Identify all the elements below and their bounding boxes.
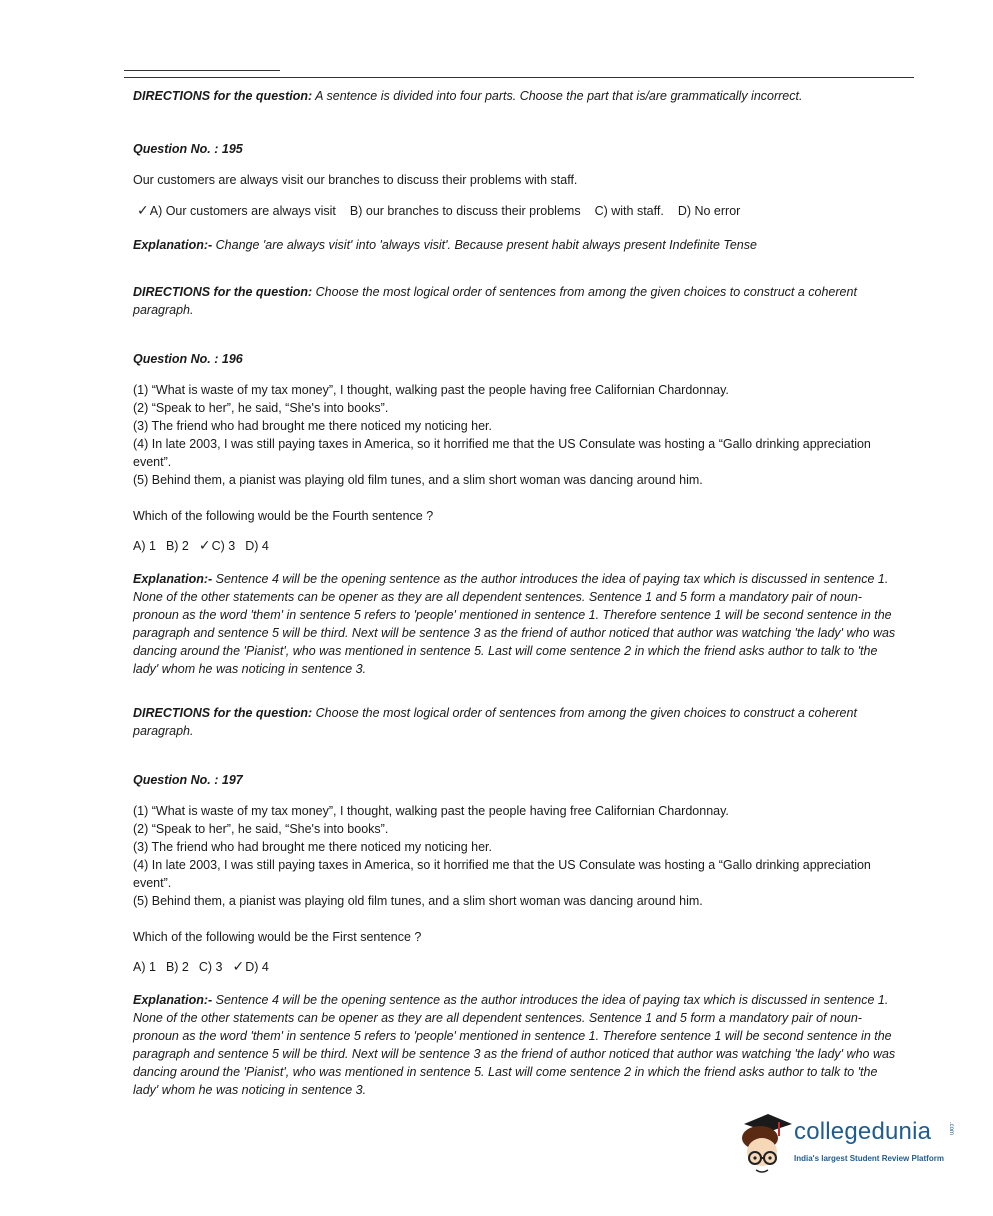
question-number-195: Question No. : 195 bbox=[133, 142, 243, 156]
check-icon: ✓ bbox=[198, 538, 211, 554]
option-d: ✓D) 4 bbox=[232, 959, 269, 975]
directions-196: DIRECTIONS for the question: Choose the most logical order of sentences from among the given choices to construct a coherent paragraph. bbox=[133, 285, 857, 317]
option-c: C) with staff. bbox=[594, 204, 664, 218]
sentence-5: (5) Behind them, a pianist was playing old film tunes, and a slim short woman was dancing around him. bbox=[133, 473, 703, 487]
option-c: C) 3 bbox=[198, 960, 223, 974]
option-c: ✓C) 3 bbox=[198, 538, 236, 554]
option-a: A) 1 bbox=[133, 539, 156, 553]
question-number-196: Question No. : 196 bbox=[133, 352, 243, 366]
page-content bbox=[133, 87, 901, 1099]
question-prompt-197: Which of the following would be the First sentence ? bbox=[133, 930, 422, 944]
directions-195: DIRECTIONS for the question: A sentence is divided into four parts. Choose the part that is/are grammatically incorrect. bbox=[133, 89, 803, 103]
explanation-197: Explanation:- Sentence 4 will be the opening sentence as the author introduces the idea of paying tax which is discussed in sentence 1. None of the other statements can be opener as they are all dependent sentences. Sentence 1 and 5 form a mandatory pair of noun-pronoun as the word 'them' in sentence 5 refers to 'people' mentioned in sentence 1. Therefore sentence 1 will be second sentence in the paragraph and sentence 5 will be third. Next will be sentence 3 as the friend of author noticed that author was watching 'the lady' who was dancing around the 'Pianist', who was mentioned in sentence 5. Last will come sentence 2 in which the friend asks author to talk to 'the lady' whom he was noticing in sentence 3. bbox=[133, 993, 896, 1097]
collegedunia-logo bbox=[736, 1108, 962, 1180]
sentence-3: (3) The friend who had brought me there noticed my noticing her. bbox=[133, 840, 493, 854]
logo-suffix: .com bbox=[948, 1122, 954, 1136]
sentence-3: (3) The friend who had brought me there noticed my noticing her. bbox=[133, 419, 493, 433]
check-icon: ✓ bbox=[232, 959, 245, 975]
question-number-197: Question No. : 197 bbox=[133, 773, 243, 787]
option-d: D) No error bbox=[677, 204, 741, 218]
sentence-2: (2) “Speak to her”, he said, “She's into books”. bbox=[133, 822, 389, 836]
question-prompt-196: Which of the following would be the Fourth sentence ? bbox=[133, 509, 434, 523]
option-a: ✓A) Our customers are always visit bbox=[137, 203, 336, 219]
explanation-196: Explanation:- Sentence 4 will be the opening sentence as the author introduces the idea of paying tax which is discussed in sentence 1. None of the other statements can be opener as they are all dependent sentences. Sentence 1 and 5 form a mandatory pair of noun-pronoun as the word 'them' in sentence 5 refers to 'people' mentioned in sentence 1. Therefore sentence 1 will be second sentence in the paragraph and sentence 5 will be third. Next will be sentence 3 as the friend of author noticed that author was watching 'the lady' who was dancing around the 'Pianist', who was mentioned in sentence 5. Last will come sentence 2 in which the friend asks author to talk to 'the lady' whom he was noticing in sentence 3. bbox=[133, 572, 896, 676]
sentence-5: (5) Behind them, a pianist was playing old film tunes, and a slim short woman was dancing around him. bbox=[133, 894, 703, 908]
explanation-195: Explanation:- Change 'are always visit' into 'always visit'. Because present habit always present Indefinite Tense bbox=[133, 238, 757, 252]
options-195 bbox=[133, 202, 901, 220]
question-sentence-195: Our customers are always visit our branches to discuss their problems with staff. bbox=[133, 173, 578, 187]
option-b: B) 2 bbox=[165, 539, 189, 553]
option-a: A) 1 bbox=[133, 960, 156, 974]
sentence-4: (4) In late 2003, I was still paying taxes in America, so it horrified me that the US Consulate was hosting a “Gallo drinking appreciation event”. bbox=[133, 437, 871, 469]
sentence-4: (4) In late 2003, I was still paying taxes in America, so it horrified me that the US Consulate was hosting a “Gallo drinking appreciation event”. bbox=[133, 858, 871, 890]
header-rule bbox=[124, 77, 914, 78]
option-b: B) 2 bbox=[165, 960, 189, 974]
options-197 bbox=[133, 958, 901, 976]
sentence-1: (1) “What is waste of my tax money”, I thought, walking past the people having free Californian Chardonnay. bbox=[133, 804, 729, 818]
options-196 bbox=[133, 537, 901, 555]
sentence-2: (2) “Speak to her”, he said, “She's into books”. bbox=[133, 401, 389, 415]
header-rule-short bbox=[124, 70, 280, 71]
logo-tagline: India's largest Student Review Platform bbox=[794, 1154, 944, 1163]
mascot-icon bbox=[736, 1110, 794, 1176]
directions-197: DIRECTIONS for the question: Choose the most logical order of sentences from among the given choices to construct a coherent paragraph. bbox=[133, 706, 857, 738]
option-d: D) 4 bbox=[245, 539, 269, 553]
sentence-1: (1) “What is waste of my tax money”, I thought, walking past the people having free Californian Chardonnay. bbox=[133, 383, 729, 397]
check-icon: ✓ bbox=[137, 203, 149, 219]
logo-wordmark: collegedunia bbox=[794, 1118, 932, 1145]
option-b: B) our branches to discuss their problems bbox=[349, 204, 581, 218]
